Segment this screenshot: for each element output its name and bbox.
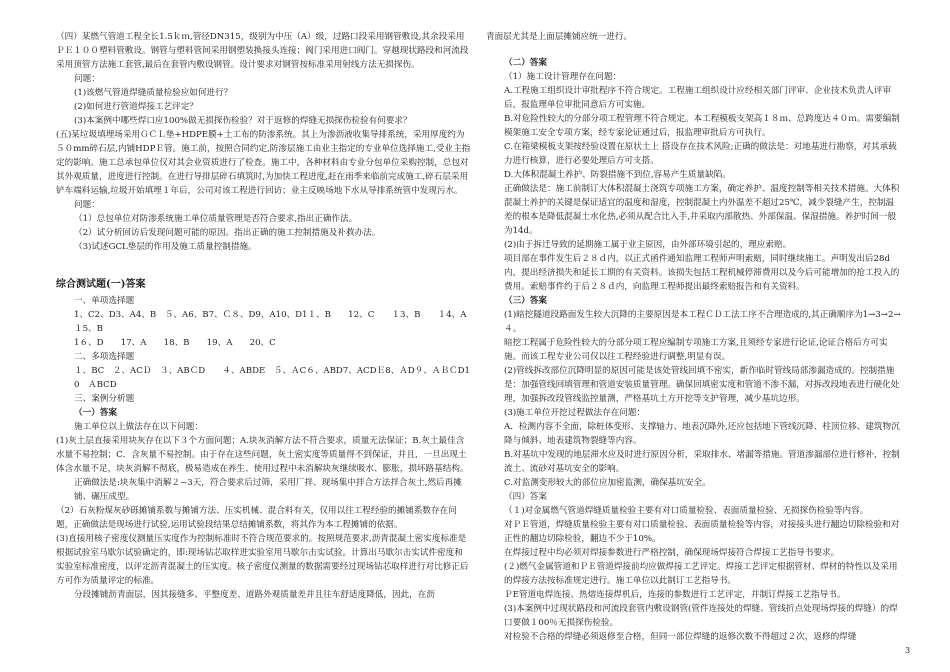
paragraph: (3)直接用核子密度仪测量压实度作为控制标准时不符合规范要求的。按照规范要求,沥青混凝土密实度标准是根据试验室马歇尔试验确定的，即:现场钻芯取样进实验室用马歇尔击实试验。计算出马歇尔击实试件密度和实验室标准密度，以评定沥青混凝土的压实度。核子密度仪测量的数据需要经过现场钻芯取样进行对比修正后方可作为质量评定的标准。: [56, 534, 469, 586]
page-number: 3: [905, 646, 911, 655]
paragraph: 分段摊铺沥青面层，因其接缝多、平整度差、道路外观质量差并且往车舒适度降低，因此，在沥: [74, 590, 435, 600]
paragraph: (2)管线拆改部位沉降明显的原因可能是该处管线回填不密实，新作临时管线局部渗漏造成的。控制措施是：加强管线回填管理和管道安装质量管理。确保回填密实度和管道不渗不漏，对拆改段地表进行硬化处理，加强拆改段管线监控量测，严格基坑土方开挖等支护管理，减少基坑边形。: [504, 366, 900, 404]
paragraph: C.对监测变形较大的部位应加密监测，确保基坑安全。: [504, 478, 711, 488]
paragraph: (２)燃气金属管道和ＰＥ管道焊接前均应做焊接工艺评定。焊接工艺评定根据管材、焊材的特性以及采用的焊接方法按标准规定进行。施工单位以此制订工艺指导书。: [504, 562, 898, 586]
paragraph: B.对基坑中发现的地层滞水应及时进行原因分析，采取排水、堵漏等措施。管道渗漏部位进行修补，控制流土、流砂对基坑安全的影响。: [504, 450, 900, 474]
paragraph: ＰE管道电焊连接、热熔连接焊机后，连接的参数进行工艺评定，并制订焊接工艺指导书。: [504, 590, 846, 600]
paragraph: (3)本案例中哪些焊口应100%做无损探伤检验？对于返修的焊缝无损探伤检验有何要求？: [74, 116, 412, 126]
paragraph: 1６、D 17、A 18、B 19、A 20、C: [74, 338, 276, 348]
right-column: [486, 30, 901, 644]
paragraph: B.对危险性较大的分部分项工程管理不符合规定。本工程模板支架高１８ｍ、总跨度达４０ｍ。需要编制模架施工安全专项方案，经专家论证通过后，报监理审批后方可执行。: [504, 114, 900, 138]
paragraph: （1）总包单位对防渗系统施工单位质量管理是否符合要求,指出正确作法。: [74, 214, 358, 224]
paragraph: (1)暗挖隧道段路面发生较大沉降的主要原因是本工程ＣＤ工法工序不合理造成的,其正确顺序为1→3→2→４。: [504, 310, 901, 334]
paragraph: D.大体积混凝土养护、防裂措施不到位,容易产生质量缺陷。: [504, 170, 731, 180]
paragraph: 正确做法是：施工前制订大体积混凝土浇筑专项施工方案，确定养护、温度控制等相关技术措施。大体积混凝土养护的关键是保证适宜的温度和湿度，控制混凝土内外温差不超过25℃，减少裂缝产生，控制温差的根本是降低混凝土水化热,必须从配合比入手,并采取内部散热、外部保温、保湿措施。养护时间一般为14d。: [504, 184, 900, 236]
paragraph: (五)某垃圾填埋场采用ＧＣＬ垫+HDPE膜+土工布的防渗系统。其上为渗沥液收集导排系统，采用厚度约为５０mm碎石层,内铺HDPＥ管。施工前，按照合同约定,防渗层施工由业主指定的专业单位选择施工,受业主指定的影响。施工总承包单位仅对其会业资质进行了检查。施工中，各种材料由专业分包单位采购控制，总包对其外观质量，进度进行控制。在进行导排层碎石填筑时,为加快工程进度,赶在雨季来临前完成施工,碎石层采用铲车端料运输,垃圾开始填埋１年后，公司对该工程进行回访；业主反映场地下水从导排系统管中发现污水。: [56, 130, 471, 196]
paragraph: 在焊接过程中均必须对焊接参数进行严格控制，确保现场焊接符合焊接工艺指导书要求。: [504, 548, 840, 558]
spacer: [56, 254, 471, 266]
paragraph: (3)施工单位开挖过程做法存在问题：: [504, 408, 646, 418]
paragraph: (3)本案例中过现状路段和河流段套管内敷设钢管(管件连接处的焊缝、管线折点处现场焊接的焊缝）的焊口要做１00％无损探伤检验。: [504, 604, 898, 628]
paragraph: 对ＰＥ管道，焊缝质量检验主要有对口质量检验、表面质量检验等内容，对接接头进行翻边切除检验和对正性的翻边切除检验，翻边不少于10%。: [504, 520, 900, 544]
paragraph: （四）答案: [504, 492, 547, 502]
paragraph: 一、单项选择题: [74, 296, 135, 306]
paragraph: 暗挖工程属于危险性较大的分部分项工程应编制专项施工方案,且须经专家进行论证,论证合格后方可实施。而该工程专业公司仅以往工程经验进行调整,明显有误。: [504, 338, 888, 362]
paragraph: （二）答案: [504, 58, 547, 68]
paragraph: (2)由于拆迁导致的延期施工属于业主原因，由外部环境引起的，理应索赔。: [504, 240, 792, 250]
paragraph: 问题：: [74, 74, 100, 84]
paragraph: C.在箱梁模板支架按经验设置在原状土上 搭设存在技术风险;正确的做法是：对地基进行勘察，对其承载力进行核算，进行必要处理后方可支搭。: [504, 142, 897, 166]
paragraph: (2)如何进行管道焊接工艺评定？: [74, 102, 198, 112]
paragraph: 1、C2、D3、A4、B ５、A6、B7、Ｃ８、D9、A10、D1１、B 12、C １3、B １4、A １5、B: [74, 310, 484, 334]
paragraph: （三）答案: [504, 296, 547, 306]
paragraph: （2）试分析回访后发现问题可能的原因。指出正确的施工控制措施及补救办法。: [74, 228, 381, 238]
paragraph: 青面层尤其是上面层摊铺应统一进行。: [486, 32, 633, 42]
left-column: [56, 30, 484, 602]
paragraph: （１)对金属燃气管道焊缝质量检验主要有对口质量检验、表面质量检验、无损探伤检验等内容。: [504, 506, 869, 516]
paragraph: (1)该燃气管道焊缝质量检验应如何进行？: [74, 88, 233, 98]
paragraph: 项目部在事件发生后２８ｄ内，以正式函件通知监理工程师声明索赔，同时继续施工。声明发出后28d内，提出经济损失和延长工期的有关资料。该损失包括工程机械停滞费用以及今后可能增加的抢工投入的费用。索赔事件约于后２８ｄ内，向监理工程师提出最终索赔报告和有关资料。: [504, 254, 900, 292]
paragraph: 综合测试题(一)答案: [56, 279, 146, 290]
spacer: [486, 44, 901, 56]
paragraph: 对检验不合格的焊缝必须返修至合格，但同一部位焊缝的返修次数不得超过２次，返修的焊缝: [504, 632, 857, 642]
paragraph: （一）答案: [74, 408, 117, 418]
paragraph: （3)试述GCL垫层的作用及施工质量控制措施。: [74, 242, 257, 252]
paragraph: A．检测内容不全面，除桩体变形、支撑轴力、地表沉降外,还应包括地下管线沉降、柱顶位移、建筑物沉降与倾斜、地表建筑物裂缝等内容。: [504, 422, 900, 446]
paragraph: (1)灰土层直接采用块灰存在以下３个方面问题；A.块灰消解方法不符合要求，质量无法保证；B.灰土最佳含水量不易控制；C．含灰量不易控制。由于存在这些问题，灰土密实度等质量得不到保证，并且，一旦出现土体含水量不足，块灰消解不彻底，极易造成在养生、使用过程中未消解块灰继续吸水、膨胀，损坏路基结构。: [56, 436, 469, 474]
paragraph: A.工程施工组织设计审批程序不符合规定。工程施工组织设计应经相关部门评审、企业技术负责人评审后，报监理单位审批同意后方可实施。: [504, 86, 892, 110]
paragraph: 三、案例分析题: [74, 394, 135, 404]
paragraph: 二、多项选择题: [74, 352, 135, 362]
paragraph: （四）某燃气管道工程全长1.5ｋｍ,管径DN315，级别为中压（A）级，过路口段采用钢管敷设,其余段采用ＰＥ１００塑料管敷设。钢管与塑料管间采用钢塑装换接头连接；阀门采用进口阀门。穿越现状路段和河流段采用顶管方法施工套管,最后在套管内敷设钢管。设计要求对钢管按标准采用射线方法无损探伤。: [56, 32, 469, 70]
paragraph: （2）石灰粉煤灰砂砾摊铺系数与摊铺方法、压实机械、混合料有关，仅用以往工程经验的摊铺系数存在问题，正确做法是现场进行试验,运用试验段结果总结摊铺系数，将其作为本工程摊铺的依据。: [56, 506, 457, 530]
paragraph: 施工单位以上做法存在以下问题：: [74, 422, 203, 432]
paragraph: 正确做法是:块灰集中消解２~3天，符合要求后过筛，采用厂拌、现场集中拌合方法拌合灰土,然后再摊铺、碾压成型。: [74, 478, 462, 502]
paragraph: １、BC ２、ACＤ ３、ABＣD ４、ABDE ５、ＡC６、ABD7、ACDＥ8、ＡD９、ＡＢＣD10 ＡBCD: [74, 366, 470, 390]
paragraph: 问题：: [74, 200, 100, 210]
paragraph: （1）施工设计管理存在问题：: [504, 72, 622, 82]
